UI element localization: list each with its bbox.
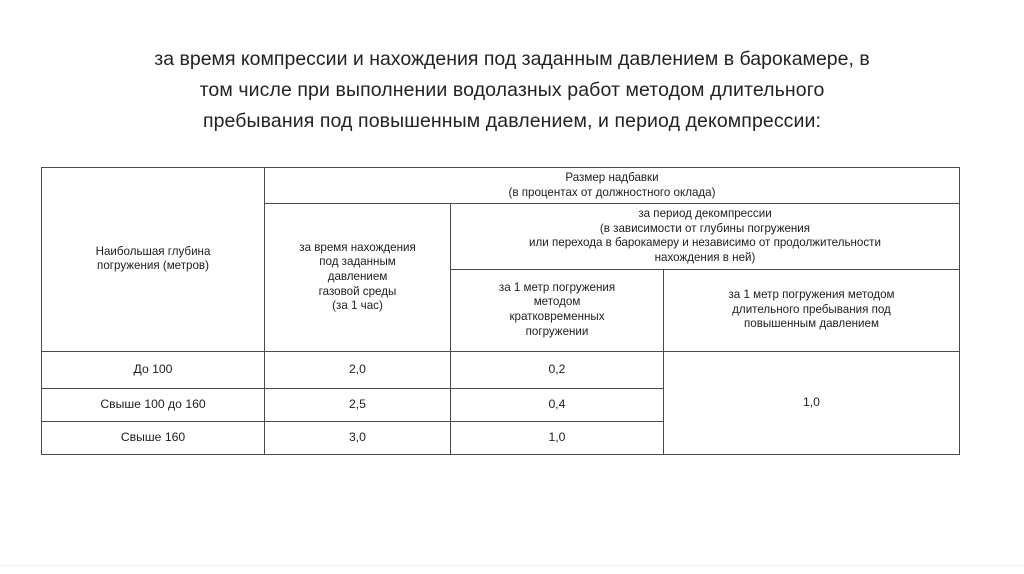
header-bonus-line-2: (в процентах от должностного оклада) (508, 185, 716, 199)
header-decompression-line-1: за период декомпрессии (638, 207, 772, 221)
slide-bottom-divider (0, 565, 1024, 566)
rates-table (41, 167, 960, 455)
header-long-stay-line-2: длительного пребывания под (732, 302, 891, 316)
header-short-dive-line-3: кратковременных (509, 310, 605, 324)
header-cell-short-dive (451, 269, 664, 351)
intro-paragraph (86, 44, 938, 137)
header-depth-line-1: Наибольшая глубина (95, 244, 211, 258)
header-cell-bonus-size (265, 168, 960, 204)
header-under-pressure-line-1: за время нахождения (299, 240, 416, 254)
table-header-row-1 (42, 168, 960, 204)
cell-short-dive-2: 1,0 (451, 421, 664, 454)
header-bonus-line-1: Размер надбавки (565, 171, 659, 184)
header-short-dive-line-2: методом (533, 295, 581, 309)
header-under-pressure-line-2: под заданным (319, 255, 396, 269)
intro-line-3: пребывания под повышенным давлением, и период декомпрессии: (202, 110, 822, 132)
header-cell-long-stay (664, 269, 960, 351)
cell-under-pressure-2: 3,0 (265, 421, 451, 454)
header-cell-decompression (451, 204, 960, 269)
header-under-pressure-line-3: давлением (327, 270, 388, 284)
cell-depth-2: Свыше 160 (42, 421, 265, 454)
header-long-stay-line-1: за 1 метр погружения методом (728, 288, 895, 302)
rates-table-wrapper (41, 167, 959, 485)
header-under-pressure-line-5: (за 1 час) (332, 299, 383, 313)
header-cell-under-pressure (265, 204, 451, 351)
intro-line-1: за время компрессии и нахождения под заданным давлением в барокамере, в (154, 48, 870, 70)
header-long-stay-line-3: повышенным давлением (744, 317, 879, 331)
cell-under-pressure-0: 2,0 (265, 351, 451, 388)
header-cell-depth (42, 168, 265, 352)
header-short-dive-line-1: за 1 метр погружения (498, 280, 616, 294)
header-decompression-line-2: (в зависимости от глубины погружения (599, 221, 811, 235)
header-decompression-line-3: или перехода в барокамеру и независимо от продолжительности (529, 236, 881, 250)
cell-depth-0: До 100 (42, 351, 265, 388)
header-under-pressure-line-4: газовой среды (318, 284, 397, 298)
header-depth-line-2: погружения (метров) (97, 259, 209, 273)
header-short-dive-line-4: погружении (525, 324, 589, 338)
header-decompression-line-4: нахождения в ней) (654, 250, 756, 264)
cell-depth-1: Свыше 100 до 160 (42, 388, 265, 421)
cell-short-dive-0: 0,2 (451, 351, 664, 388)
cell-short-dive-1: 0,4 (451, 388, 664, 421)
table-row (42, 351, 960, 388)
cell-long-stay-merged: 1,0 (664, 351, 960, 454)
cell-under-pressure-1: 2,5 (265, 388, 451, 421)
intro-line-2: том числе при выполнении водолазных работ методом длительного (199, 79, 825, 101)
